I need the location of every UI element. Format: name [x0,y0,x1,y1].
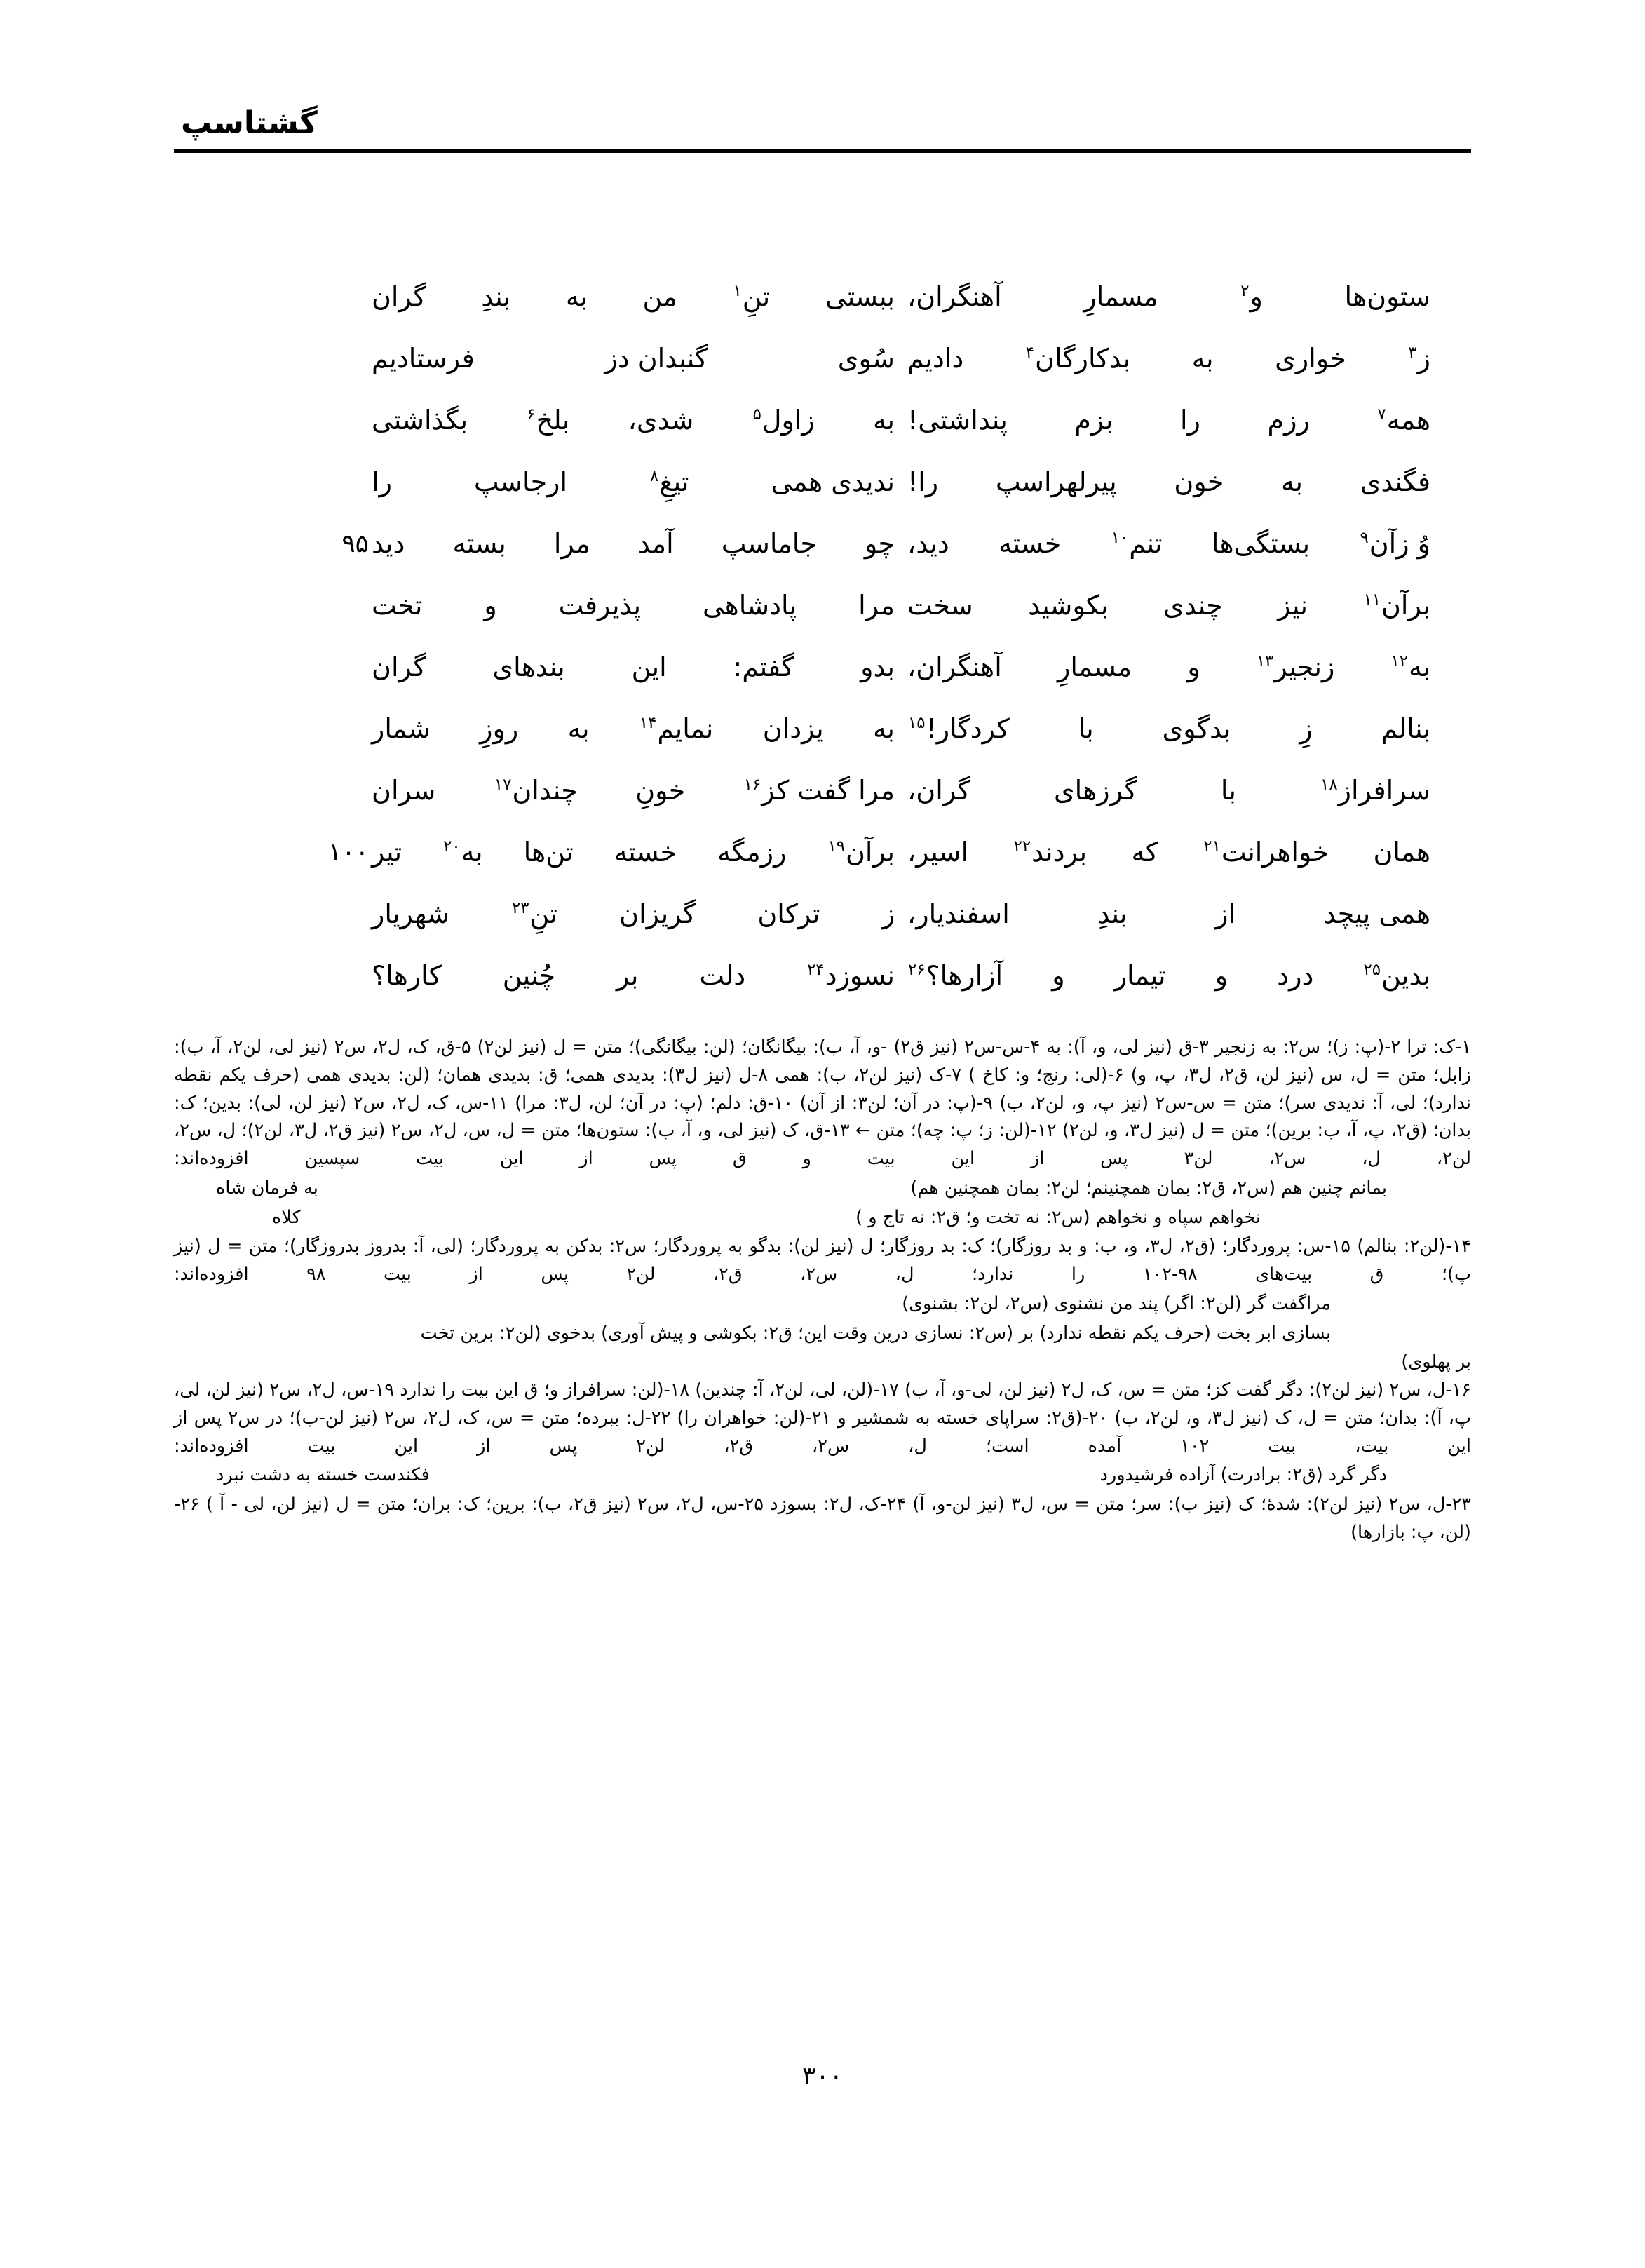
footnote-marker: ۲۴ [807,961,825,980]
verse-word: و$^۲$ [1240,281,1263,312]
footnote-marker: ۶ [527,405,536,424]
verse-word: و [1187,652,1200,682]
verse-word: و [484,590,497,621]
verse-word: چُنین [502,960,556,991]
verse-line [174,522,1471,583]
verse-word: گران [372,652,426,682]
hemistich-words [372,525,895,563]
verse-word: تیمار [1113,960,1166,991]
hemistich-words [372,278,895,316]
hemistich-words [372,463,895,501]
apparatus-quoted-verse [174,1320,1471,1348]
verse-word: پیرلهراسپ [995,466,1117,497]
apparatus-paragraph: ۱-ک: ترا ۲-(پ: ز)؛ س۲: به زنجیر ۳-ق (نیز لی، و، آ): به ۴-س-س۲ (نیز ق۲) -و، آ، ب): بیگانگان؛ (لن: بیگانگی)؛ متن = ل (نیز لن۲) ۵-ق، ک، ل۲، س۲ (نیز لی، لن۲، آ، ب): زابل؛ متن = ل، س (نیز لن، ق۲، ل۳، پ، و) ۶-(لی: رنج؛ و: کاخ ) ۷-ک (نیز لن۲، ب): همی ۸-ل (نیز ل۳): بدیدی همی؛ ق: بدیدی همان؛ (لن: بدیدی همی (حرف یکم نقطه ندارد)؛ لی، آ: ندیدی سر)؛ متن = س-س۲ (نیز پ، و، لن۲، ب) ۹-(پ: در آن؛ لن۳: از آن) ۱۰-ق: دلم؛ (پ: در آن؛ لن، ل۳: مرا) ۱۱-س، ک، ل۲، س۲ (نیز لن، لی): بدین؛ ک: بدان؛ (ق۲، پ، آ، ب: برین)؛ متن = ل (نیز ل۳، و، لن۲) ۱۲-(لن: ز؛ پ: چه)؛ متن ← ۱۳-ق، ک (نیز لی، و، آ، ب): ستون‌ها؛ متن = ل، س، ل۲، س۲ (نیز ق۲، ل۳، لن۲)؛ ل، س۲، لن۲، ل، س۲، لن۳ پس از این بیت و ق پس از این بیت سپسین افزوده‌اند: [174,1037,1472,1170]
verse-word: گران، [907,775,970,806]
quoted-hemistich-second: به فرمان شاه [216,1177,318,1199]
verse-word: بندِ [1097,898,1128,929]
verse-word: تیغِ$^۸$ [649,466,689,497]
hemistich-words [907,648,1430,687]
verse-number [293,892,372,896]
verse-word: مرا گفت کز$^{۱۶}$ [743,775,895,806]
footnote-marker: ۱۲ [1390,652,1409,671]
verse-word: اسفندیار، [907,898,1010,929]
hemistich [907,645,1471,687]
verse-number: ۱۰۰ [327,838,369,867]
verse-word: بدین$^{۲۵}$ [1363,960,1430,991]
verse-line [174,769,1471,830]
footnote-marker: ۱۷ [494,776,512,795]
verse-word: از [1215,898,1236,929]
verse-word: چندی [1163,590,1223,621]
verse-word: ارجاسپ [473,466,568,497]
hemistich [372,707,907,748]
verse-word: یزدان [762,713,824,744]
verse-word: مسمارِ [1083,281,1158,312]
verse-line [174,645,1471,707]
hemistich-words [907,401,1430,440]
verse-line [174,830,1471,892]
verse-word: و [1214,960,1228,991]
verse-word: و [1052,960,1065,991]
hemistich-words [372,648,895,687]
verse-word: را! [907,466,939,497]
hemistich [907,954,1471,995]
verse-word: رزمگه [717,837,787,868]
verse-word: این [631,652,667,682]
hemistich [907,830,1471,872]
verse-word: چندان$^{۱۷}$ [494,775,578,806]
footnote-marker: ۱۳ [1256,652,1274,671]
verse-word: ستون‌ها [1344,281,1430,312]
quoted-hemistich-first: مراگفت گر (لن۲: اگر) پند من نشنوی (س۲، لن۲: بشنوی) [902,1292,1331,1314]
verse-word: ببستی [825,281,895,312]
apparatus-paragraph: ۲۳-ل، س۲ (نیز لن۲): شدهٔ؛ ک (نیز ب): سر؛ متن = س، ل۳ (نیز لن-و، آ) ۲۴-ک، ل۲: بسوزد ۲۵-س، ل۲، س۲ (نیز ق۲، ب): برین؛ ک: بران؛ متن = ل (نیز لن، لی - آ ) ۲۶-(لن، پ: بازارها) [174,1494,1472,1544]
verse-word: فرستادیم [372,343,475,374]
footnote-marker: ۱۸ [1320,776,1338,795]
footnote-marker: ۸ [649,467,659,486]
hemistich [372,892,907,933]
quoted-hemistich-second: کلاه [272,1206,301,1228]
hemistich-words [372,586,895,625]
hemistich [907,892,1471,933]
footnote-marker: ۱ [733,282,742,301]
verse-number: ۹۵ [341,529,369,558]
verse-word: که [1131,837,1158,868]
verse-word: به [873,713,895,744]
verse-word: نیز [1278,590,1308,621]
hemistich-words [907,278,1430,316]
verse-word: زِ [1299,713,1313,744]
verse-word: خسته [998,528,1062,559]
verse-line [174,892,1471,954]
verse-word: گران [372,281,426,312]
verse-word: شدی، [628,405,694,436]
verse-word: پذیرفت [558,590,642,621]
verse-word: بنالم [1381,713,1430,744]
footnote-marker: ۱۴ [639,714,657,733]
verse-number [293,337,372,341]
hemistich [372,830,907,872]
apparatus-paragraph: ۱۴-(لن۲: بنالم) ۱۵-س: پروردگار؛ (ق۲، ل۳، و، ب: و بد روزگار)؛ ک: بد روزگار؛ ل (نیز لن): بدگو به پروردگار؛ س۲: بدکن به پروردگار؛ (لی، آ: بدروز بدروزگار)؛ متن = ل (نیز پ)؛ ق بیت‌های ۹۸-۱۰۲ را ندارد؛ ل، س۲، ق۲، لن۲ پس از بیت ۹۸ افزوده‌اند: [174,1236,1472,1285]
verse-word: زاول$^۵$ [752,405,815,436]
verse-word: مسمارِ [1057,652,1132,682]
verse-word: برآن$^{۱۹}$ [827,837,895,868]
hemistich [372,460,907,501]
footnote-marker: ۴ [1025,344,1035,363]
footnote-marker: ۱۶ [743,776,761,795]
verse-word: همه$^۷$ [1377,405,1430,436]
page-header [174,105,1471,196]
footnote-marker: ۷ [1377,405,1386,424]
verse-word: به$^{۱۲}$ [1390,652,1430,682]
verse-word: به [567,713,590,744]
verse-word: دلت [699,960,746,991]
hemistich [907,275,1471,316]
hemistich [907,522,1471,563]
verse-word: چو [864,528,895,559]
apparatus-quoted-verse [174,1204,1471,1232]
verse-word: شهریار [372,898,449,929]
verse-word: با [1220,775,1236,806]
verse-word: را [1180,405,1200,436]
apparatus-quoted-verse [174,1462,1471,1490]
hemistich-words [907,525,1430,563]
verse-word: بدکارگان$^۴$ [1025,343,1131,374]
verse-word: تنم$^{۱۰}$ [1111,528,1163,559]
hemistich [907,583,1471,625]
verse-word: به$^{۲۰}$ [443,837,483,868]
verse-word: کردگار!$^{۱۵}$ [908,713,1010,744]
verse-line [174,460,1471,522]
verse-number [293,707,372,711]
verse-word: آمد [637,528,674,559]
running-title: گشتاسپ [181,105,318,141]
verse-word: نسوزد$^{۲۴}$ [807,960,895,991]
verse-word: درد [1277,960,1314,991]
verse-word: بستگی‌ها [1211,528,1311,559]
verse-word: شمار [372,713,431,744]
footnote-marker: ۵ [752,405,761,424]
verse-number [293,275,372,279]
footnote-marker: ۹ [1360,529,1369,548]
hemistich-words [907,339,1430,378]
hemistich [372,337,907,378]
verse-word: ز$^۳$ [1408,343,1430,374]
verse-word: همان [1373,837,1430,868]
critical-apparatus [174,1034,1471,1547]
hemistich [907,460,1471,501]
hemistich [372,645,907,687]
verse-number [293,398,372,403]
verse-word: به [565,281,588,312]
verse-word: بکوشید [1028,590,1109,621]
footnote-marker: ۲۰ [443,837,461,856]
footnote-marker: ۲۶ [908,961,926,980]
verse-word: گریزان [619,898,696,929]
footnote-marker: ۲۲ [1013,837,1031,856]
verse-word: خواهرانت$^{۲۱}$ [1203,837,1329,868]
apparatus-quoted-verse [174,1175,1471,1203]
verse-number [293,769,372,773]
footnote-marker: ۱۰ [1111,529,1129,548]
verse-word: جاماسپ [721,528,817,559]
hemistich [907,707,1471,748]
verse-word: فگندی [1360,466,1430,497]
verse-word: ترکان [757,898,820,929]
hemistich [372,398,907,440]
verse-word: تنِ$^۱$ [733,281,771,312]
apparatus-quoted-verse [174,1290,1471,1318]
verse-word: پنداشتی! [907,405,1008,436]
verse-word: ندیدی همی [771,466,895,497]
verse-word: گنبدان دز [604,343,708,374]
quoted-hemistich-first: بمانم چنین هم (س۲، ق۲: بمان همچنینم؛ لن۲: بمان همچنین هم) [910,1177,1387,1199]
hemistich-words [907,710,1430,748]
verse-number [293,583,372,588]
quoted-hemistich-first: نخواهم سپاه و نخواهم (س۲: نه تخت و؛ ق۲: نه تاج و ) [855,1206,1261,1228]
hemistich-words [907,957,1430,995]
quoted-hemistich-second: فکندست خسته به دشت نبرد [216,1464,430,1486]
verse-line [174,954,1471,1015]
hemistich [907,337,1471,378]
hemistich-words [372,957,895,995]
hemistich-words [907,771,1430,810]
hemistich-words [907,833,1430,872]
hemistich-words [907,895,1430,933]
verse-word: سخت [907,590,973,621]
verse-word: به [1281,466,1303,497]
footnote-marker: ۲۱ [1203,837,1221,856]
verse-line [174,275,1471,337]
verse-word: سران [372,775,436,806]
verse-word: گفتم: [733,652,794,682]
verse-block [174,275,1471,1015]
verse-word: وُ زآن$^۹$ [1360,528,1430,559]
verse-word: خسته [614,837,677,868]
verse-word: بندهای [492,652,565,682]
verse-word: تخت [372,590,423,621]
verse-word: خون [1174,466,1224,497]
verse-line [174,707,1471,769]
folio-number: ۳۰۰ [801,2062,843,2091]
verse-word: بندِ [481,281,511,312]
verse-line [174,337,1471,398]
verse-word: دید، [907,528,949,559]
hemistich [372,769,907,810]
hemistich [372,275,907,316]
verse-word: دید [372,528,405,559]
hemistich-words [372,833,895,872]
footnote-marker: ۱۵ [908,714,926,733]
verse-word: تن‌ها [523,837,574,868]
footnote-marker: ۲ [1240,282,1250,301]
verse-word: آهنگران، [907,652,1002,682]
verse-word: با [1078,713,1094,744]
apparatus-paragraph: ۱۶-ل، س۲ (نیز لن۲): دگر گفت کز؛ متن = س، ک، ل۲ (نیز لن، لی-و، آ، ب) ۱۷-(لن، لی، لن۲، آ: چندین) ۱۸-(لن: سرافراز و؛ ق این بیت را ندارد ۱۹-س، ل۲، س۲ (نیز لن، لی، پ، آ): بدان؛ متن = ل، ک (نیز ل۳، و، لن۲، ب) ۲۰-(ق۲: سراپای خسته به شمشیر و ۲۱-(لن: خواهران را) ۲۲-ل: ببرده؛ متن = س، ک، ل۲، س۲ (نیز لن-ب)؛ در س۲ پس از این بیت، بیت ۱۰۲ آمده است؛ ل، س۲، ق۲، لن۲ پس از این بیت افزوده‌اند: [174,1379,1472,1457]
footnote-marker: ۱۹ [827,837,845,856]
hemistich [907,398,1471,440]
quoted-hemistich-first: دگر گرد (ق۲: برادرت) آزاده فرشیدورد [1099,1464,1387,1486]
hemistich-words [372,339,895,378]
verse-line [174,398,1471,460]
verse-word: سُوی [837,343,895,374]
verse-word: کارها؟ [372,960,442,991]
verse-word: بدگوی [1162,713,1231,744]
verse-word: اسیر، [907,837,969,868]
hemistich-words [372,895,895,933]
hemistich [372,583,907,625]
verse-word: همی پیچد [1323,898,1430,929]
verse-number [293,954,372,958]
header-rule [174,149,1471,153]
footnote-marker: ۲۵ [1363,961,1381,980]
hemistich-words [907,463,1430,501]
verse-word: را [372,466,392,497]
hemistich-words [372,771,895,810]
hemistich-words [907,586,1430,625]
verse-number [293,460,372,464]
verse-word: ز [881,898,895,929]
verse-word: خونِ [635,775,686,806]
footnote-marker: ۲۳ [512,899,529,918]
verse-word: بزم [1074,405,1113,436]
hemistich [372,522,907,563]
quoted-hemistich-first: بسازی ابر بخت (حرف یکم نقطه ندارد) بر (س۲: نسازی درین وقت این؛ ق۲: بکوشی و پیش آوری) بدخوی (لن۲: برین تخت [420,1322,1331,1344]
footnote-marker: ۳ [1408,344,1417,363]
verse-word: بگذاشتی [372,405,468,436]
verse-word: سرافراز$^{۱۸}$ [1320,775,1430,806]
verse-line [174,583,1471,645]
verse-word: بردند$^{۲۲}$ [1013,837,1088,868]
footnote-marker: ۱۱ [1363,590,1381,609]
verse-number [293,645,372,649]
verse-word: گرزهای [1053,775,1137,806]
hemistich [907,769,1471,810]
verse-word: زنجیر$^{۱۳}$ [1256,652,1335,682]
verse-word: برآن$^{۱۱}$ [1363,590,1430,621]
verse-word: آهنگران، [907,281,1002,312]
verse-word: نمایم$^{۱۴}$ [639,713,714,744]
verse-word: رزم [1267,405,1310,436]
verse-word: بلخ$^۶$ [527,405,570,436]
verse-word: روزِ [480,713,519,744]
verse-word: به [1191,343,1214,374]
verse-word: به [873,405,895,436]
hemistich [372,954,907,995]
verse-word: دادیم [907,343,964,374]
verse-word: بر [616,960,639,991]
verse-word: مرا [858,590,895,621]
verse-word: تیر [372,837,402,868]
verse-word: پادشاهی [703,590,797,621]
verse-word: بدو [860,652,895,682]
verse-word: تنِ$^{۲۳}$ [512,898,558,929]
verse-word: خواری [1275,343,1346,374]
verse-word: مرا [553,528,590,559]
verse-word: آزارها؟$^{۲۶}$ [908,960,1003,991]
apparatus-continuation: بر پهلوی) [1401,1351,1471,1373]
hemistich-words [372,710,895,748]
verse-word: من [642,281,677,312]
verse-word: بسته [452,528,506,559]
hemistich-words [372,401,895,440]
